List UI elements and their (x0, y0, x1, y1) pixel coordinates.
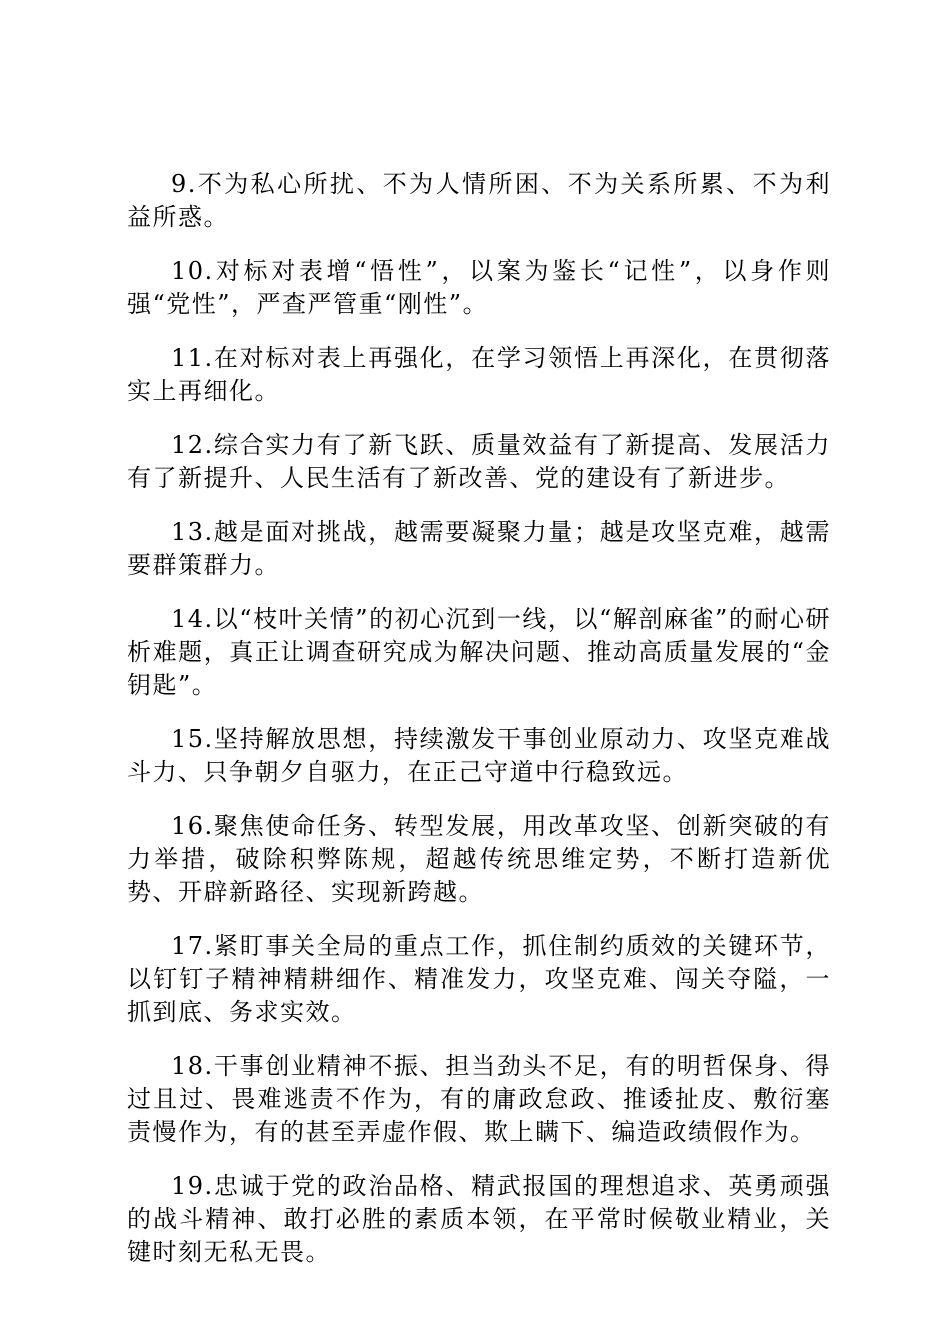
paragraph-12: 12.综合实力有了新飞跃、质量效益有了新提高、发展活力有了新提升、人民生活有了新改善、党的建设有了新进步。 (127, 431, 831, 492)
paragraph-14: 14.以“枝叶关情”的初心沉到一线，以“解剖麻雀”的耐心研析难题，真正让调查研究成为解决问题、推动高质量发展的“金钥匙”。 (127, 605, 831, 699)
paragraph-19: 19.忠诚于党的政治品格、精武报国的理想追求、英勇顽强的战斗精神、敢打必胜的素质本领，在平常时候敬业精业，关键时刻无私无畏。 (127, 1172, 831, 1266)
paragraph-11: 11.在对标对表上再强化，在学习领悟上再深化，在贯彻落实上再细化。 (127, 344, 831, 405)
paragraph-13: 13.越是面对挑战，越需要凝聚力量；越是攻坚克难，越需要群策群力。 (127, 518, 831, 579)
paragraph-17: 17.紧盯事关全局的重点工作，抓住制约质效的关键环节，以钉钉子精神精耕细作、精准发力，攻坚克难、闯关夺隘，一抓到底、务求实效。 (127, 932, 831, 1026)
paragraph-10: 10.对标对表增“悟性”，以案为鉴长“记性”，以身作则强“党性”，严查严管重“刚性”。 (127, 257, 831, 318)
paragraph-16: 16.聚焦使命任务、转型发展，用改革攻坚、创新突破的有力举措，破除积弊陈规，超越传统思维定势，不断打造新优势、开辟新路径、实现新跨越。 (127, 812, 831, 906)
document-page (127, 168, 831, 1290)
paragraph-9: 9.不为私心所扰、不为人情所困、不为关系所累、不为利益所惑。 (127, 170, 831, 231)
paragraph-18: 18.干事创业精神不振、担当劲头不足，有的明哲保身、得过且过、畏难逃责不作为，有的庸政怠政、推诿扯皮、敷衍塞责慢作为，有的甚至弄虚作假、欺上瞒下、编造政绩假作为。 (127, 1052, 831, 1146)
paragraph-15: 15.坚持解放思想，持续激发干事创业原动力、攻坚克难战斗力、只争朝夕自驱力，在正己守道中行稳致远。 (127, 725, 831, 786)
